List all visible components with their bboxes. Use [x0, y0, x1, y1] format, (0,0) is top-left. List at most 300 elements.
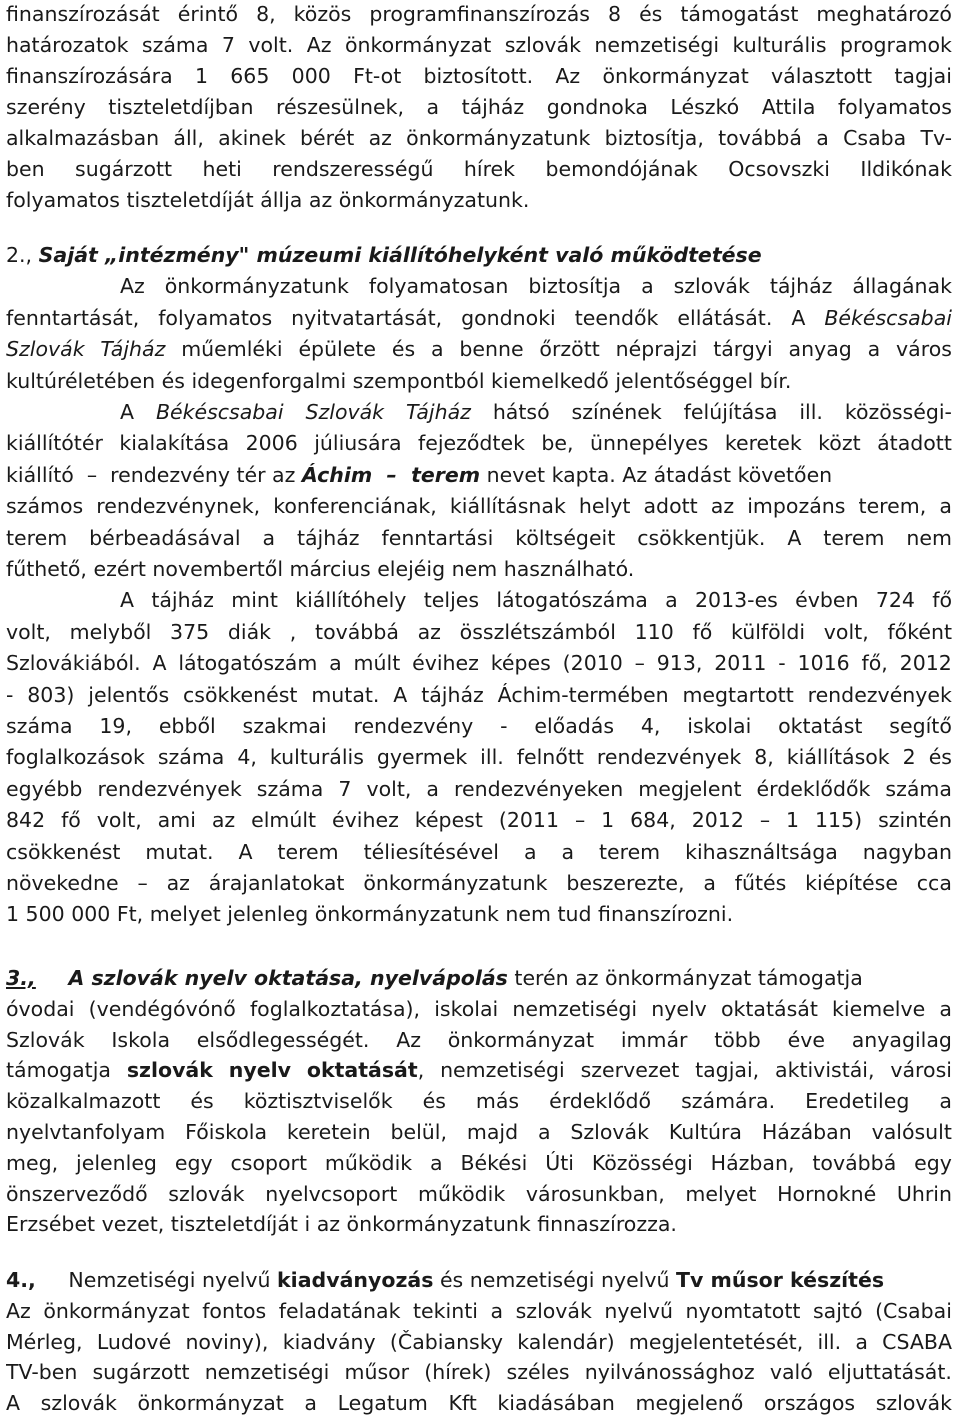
- word: előadás: [534, 714, 615, 738]
- text-run: kiállító – rendezvény tér az: [6, 462, 302, 487]
- word: szerény: [6, 95, 86, 119]
- text-run: terén az önkormányzat támogatja: [507, 966, 863, 990]
- text-line: [6, 900, 952, 928]
- word: Mérleg,: [6, 1329, 83, 1354]
- word: összlétszámból: [459, 619, 616, 644]
- word: 684,: [630, 808, 676, 833]
- word: érintő: [177, 2, 239, 26]
- word: a: [703, 871, 716, 895]
- word: keretein: [286, 1120, 371, 1144]
- word: száma: [6, 714, 73, 738]
- word: Szlovák: [570, 1120, 649, 1144]
- word: határozatok: [6, 33, 129, 57]
- word: egy: [174, 1150, 213, 1175]
- word: közös: [293, 2, 352, 26]
- text-run: 2.,: [6, 243, 39, 267]
- word: választott: [771, 64, 873, 88]
- word: képest: [414, 808, 483, 833]
- word: 375: [170, 619, 210, 644]
- word: nyelvcsoport: [265, 1181, 398, 1206]
- text-run: nevet kapta. Az átadást követően: [480, 462, 833, 487]
- word: szlovák: [504, 33, 581, 57]
- word: Ildikónak: [860, 157, 952, 181]
- word: adott: [643, 494, 698, 519]
- word: teendők: [574, 305, 659, 330]
- word: iskolai: [434, 996, 499, 1021]
- word: elmúlt: [251, 808, 317, 833]
- word: –: [759, 808, 771, 833]
- word: –: [137, 871, 148, 895]
- word: biztosított.: [423, 64, 534, 88]
- word: fenntartását,: [6, 305, 140, 330]
- word: érdeklődők: [756, 776, 871, 801]
- word: a: [430, 1150, 443, 1175]
- word: helyt: [578, 494, 631, 519]
- word: nemzetiségi: [512, 996, 638, 1021]
- word: feladatának: [278, 1298, 401, 1323]
- word: tagjai,: [695, 1058, 760, 1083]
- word: mutat.: [145, 839, 214, 864]
- word: csökkenést: [183, 682, 298, 707]
- text-line: [6, 1389, 952, 1417]
- word: (Csabai: [875, 1298, 952, 1323]
- word: múlt: [353, 651, 401, 676]
- word: továbbá: [812, 1150, 897, 1175]
- word: 2011: [714, 651, 767, 676]
- word: 110: [634, 619, 674, 644]
- text-line: [6, 586, 952, 614]
- word: Közösségi: [591, 1150, 693, 1175]
- word: szakmai: [242, 714, 327, 738]
- word: fő,: [861, 651, 888, 676]
- word: a: [523, 839, 537, 864]
- word: nagyban: [862, 839, 952, 864]
- text-run: Tv műsor készítés: [676, 1268, 885, 1292]
- word: csökkenést: [6, 839, 121, 864]
- word: való: [769, 1360, 813, 1385]
- text-line: [6, 1358, 952, 1386]
- word: továbbá: [315, 619, 399, 644]
- word: A: [120, 588, 135, 613]
- word: ünnepélyes: [590, 431, 709, 456]
- word: melyet: [685, 1181, 757, 1206]
- word: látogatószám: [178, 651, 318, 676]
- word: ebből: [158, 714, 216, 738]
- word: A: [238, 839, 253, 864]
- word: száma: [256, 776, 324, 801]
- text-line: [6, 838, 952, 866]
- word: önkormányzatunk: [363, 871, 548, 895]
- word: Tájház: [100, 337, 166, 362]
- word: Az: [120, 274, 145, 299]
- text-line: [6, 155, 952, 183]
- word: ill.: [817, 1329, 842, 1354]
- word: eljuttatását.: [827, 1360, 952, 1385]
- word: be,: [541, 431, 574, 456]
- text-line: [6, 304, 952, 332]
- text-run: A szlovák nyelv oktatása, nyelvápolás: [68, 966, 508, 990]
- word: tiszteletdíjban: [108, 95, 254, 119]
- word: rendezvények: [97, 776, 242, 801]
- text-line: [6, 398, 952, 426]
- word: tájház: [421, 682, 484, 707]
- word: kiemelve: [832, 996, 926, 1021]
- word: Házban,: [710, 1150, 795, 1175]
- word: mutat.: [311, 682, 380, 707]
- word: 4,: [237, 745, 257, 770]
- word: A: [787, 525, 802, 550]
- word: -: [6, 682, 14, 707]
- text-run: [36, 966, 69, 990]
- word: az: [166, 871, 190, 895]
- word: köztisztviselők: [243, 1089, 393, 1114]
- word: megjelent: [638, 776, 742, 801]
- word: fő: [932, 588, 952, 613]
- word: a: [426, 776, 439, 801]
- word: és: [639, 2, 663, 26]
- text-run: Nemzetiségi nyelvű: [35, 1268, 278, 1292]
- text-run: Erzsébet vezet, tiszteletdíját i az önkormányzatunk finnaszírozza.: [6, 1212, 677, 1237]
- word: 2013-es: [695, 588, 778, 613]
- word: kalendár): [517, 1329, 615, 1354]
- word: 4,: [640, 714, 661, 738]
- word: nyomtatott: [685, 1298, 801, 1323]
- text-line: [6, 743, 952, 771]
- text-line: [6, 1026, 952, 1054]
- word: aktivistái,: [775, 1058, 875, 1083]
- word: folyamatosan: [368, 274, 509, 299]
- word: Ludové: [96, 1329, 172, 1354]
- text-line: [6, 429, 952, 457]
- text-line: [6, 806, 952, 834]
- word: látogatószáma: [496, 588, 648, 613]
- word: szlovák: [875, 1391, 952, 1416]
- text-line: [6, 272, 952, 300]
- word: Eredetileg: [805, 1089, 910, 1114]
- word: Áchim-termében: [497, 682, 669, 707]
- text-line: [6, 124, 952, 152]
- text-run: 4.,: [6, 1268, 36, 1292]
- word: a: [867, 337, 881, 362]
- word: (2011: [498, 808, 560, 833]
- word: –: [574, 808, 586, 833]
- word: bemondójának: [545, 157, 698, 181]
- word: fejeződtek: [417, 431, 525, 456]
- word: önkormányzat: [43, 1298, 190, 1323]
- word: terem: [598, 839, 661, 864]
- word: (hírek): [424, 1360, 492, 1385]
- word: Lészkó: [670, 95, 740, 119]
- word: országos: [763, 1391, 856, 1416]
- word: az: [710, 494, 735, 519]
- word: A: [393, 682, 408, 707]
- word: műemléki: [181, 337, 283, 362]
- word: önkormányzat: [137, 1391, 284, 1416]
- word: 913,: [656, 651, 703, 676]
- word: nem: [906, 525, 952, 550]
- word: jelentős: [88, 682, 170, 707]
- word: -: [778, 651, 786, 676]
- text-line: [6, 1087, 952, 1115]
- word: önkormányzat: [344, 33, 492, 57]
- word: kulturális: [269, 745, 364, 770]
- word: finanszírozására: [6, 64, 173, 88]
- word: az: [368, 126, 392, 150]
- word: hírek: [463, 157, 516, 181]
- word: számos: [6, 494, 84, 519]
- word: programok: [840, 33, 952, 57]
- word: 000: [291, 64, 331, 88]
- text-line: [6, 62, 952, 90]
- word: sugárzott: [92, 1360, 190, 1385]
- word: 1: [786, 808, 800, 833]
- word: a: [665, 588, 678, 613]
- word: kiállítóhely: [295, 588, 407, 613]
- word: terem: [277, 839, 339, 864]
- word: sajtó: [812, 1298, 863, 1323]
- word: a: [939, 996, 952, 1021]
- word: önkormányzatunk: [406, 126, 591, 150]
- text-line: [6, 775, 952, 803]
- word: majd: [466, 1120, 519, 1144]
- word: 8: [608, 2, 622, 26]
- word: sugárzott: [75, 157, 173, 181]
- word: műsor: [344, 1360, 410, 1385]
- word: terem: [6, 525, 68, 550]
- text-run: 3.,: [6, 966, 36, 990]
- word: nyitvatartását,: [291, 305, 443, 330]
- word: költségeit: [515, 525, 616, 550]
- text-run: fűthető, ezért novembertől március elejéig nem használható.: [6, 557, 635, 581]
- text-line: [6, 1056, 952, 1084]
- word: –: [634, 651, 645, 676]
- word: nyelv: [228, 1058, 292, 1083]
- word: 115): [815, 808, 863, 833]
- text-line: [6, 712, 952, 740]
- word: szintén: [878, 808, 952, 833]
- word: növekedne: [6, 871, 119, 895]
- word: elsődlegességét.: [196, 1027, 370, 1052]
- word: -: [500, 714, 508, 738]
- word: önkormányzat: [602, 64, 749, 88]
- word: Hornokné: [777, 1181, 877, 1206]
- word: Békési: [460, 1150, 528, 1175]
- word: oktatást: [778, 714, 863, 738]
- word: az: [211, 808, 236, 833]
- word: benne: [459, 337, 524, 362]
- word: városunkban,: [525, 1181, 665, 1206]
- word: tájház: [461, 95, 525, 119]
- word: teljes: [423, 588, 480, 613]
- word: és: [422, 1089, 446, 1114]
- word: 2006: [245, 431, 298, 456]
- word: nyilvánossághoz: [584, 1360, 755, 1385]
- word: rendezvénynek,: [96, 494, 261, 519]
- word: épülete: [298, 337, 377, 362]
- word: rendszerességű: [272, 157, 434, 181]
- word: Csaba: [843, 126, 907, 150]
- text-line: [6, 1210, 952, 1238]
- word: Békéscsabai: [155, 400, 284, 424]
- word: szervezet: [580, 1058, 680, 1083]
- text-line: [6, 241, 952, 269]
- text-line: [6, 869, 952, 897]
- word: biztosítja,: [604, 126, 704, 150]
- word: a: [304, 1391, 317, 1416]
- word: Főiskola: [185, 1120, 268, 1144]
- word: tekinti: [413, 1298, 478, 1323]
- word: megjelenő: [635, 1391, 744, 1416]
- word: részesülnek,: [275, 95, 404, 119]
- word: kiadvány: [282, 1329, 376, 1354]
- word: cca: [916, 871, 952, 895]
- word: a: [490, 1298, 504, 1323]
- word: Iskola: [111, 1027, 171, 1052]
- word: A: [152, 651, 167, 676]
- word: alkalmazásban: [6, 126, 160, 150]
- word: CSABA: [882, 1329, 952, 1354]
- word: 1016: [797, 651, 850, 676]
- word: ,: [289, 619, 297, 644]
- word: 724: [875, 588, 915, 613]
- word: Az: [6, 1298, 31, 1323]
- word: szlovák: [40, 1391, 117, 1416]
- word: nemzetiségi: [594, 33, 720, 57]
- word: téliesítésével: [363, 839, 499, 864]
- text-line: [6, 186, 952, 214]
- word: szlovák: [168, 1181, 245, 1206]
- word: működik: [324, 1150, 413, 1175]
- word: valósult: [871, 1120, 952, 1144]
- word: tájház: [296, 525, 360, 550]
- text-run: Áchim – terem: [301, 462, 481, 487]
- word: tájház: [769, 274, 833, 299]
- word: Kft: [448, 1391, 477, 1416]
- word: Szlovák: [6, 1027, 85, 1052]
- word: kiállítások: [786, 745, 890, 770]
- word: immár: [620, 1027, 688, 1052]
- word: a: [939, 1089, 952, 1114]
- word: ami: [157, 808, 196, 833]
- word: kiállításnak: [449, 494, 566, 519]
- word: nemzetiségi: [440, 1058, 565, 1083]
- word: Szlovák: [6, 337, 85, 362]
- text-run: kultúréletében és idegenforgalmi szempontból kiemelkedő jelentőséggel bír.: [6, 368, 792, 393]
- word: 8,: [256, 2, 276, 26]
- word: gyermek: [376, 745, 468, 770]
- word: belül,: [390, 1120, 447, 1144]
- word: fontos: [202, 1298, 267, 1323]
- word: tájház: [151, 588, 214, 613]
- word: áll,: [173, 126, 204, 150]
- word: jelenleg: [76, 1150, 157, 1175]
- word: száma: [885, 776, 952, 801]
- word: Attila: [761, 95, 816, 119]
- word: továbbá: [718, 126, 802, 150]
- word: 665: [230, 64, 270, 88]
- word: felújítása: [683, 400, 778, 424]
- word: évben: [795, 588, 859, 613]
- text-line: [6, 995, 952, 1023]
- word: anyagilag: [851, 1027, 952, 1052]
- word: Békéscsabai: [824, 305, 952, 330]
- text-line: [6, 524, 952, 552]
- word: impozáns: [747, 494, 846, 519]
- word: Úti: [545, 1150, 574, 1175]
- text-line: [6, 649, 952, 677]
- word: egyébb: [6, 776, 83, 801]
- word: a: [262, 525, 276, 550]
- word: gondnoka: [546, 95, 648, 119]
- word: oktatását: [720, 996, 818, 1021]
- word: fenntartási: [381, 525, 494, 550]
- word: volt.: [248, 33, 294, 57]
- word: oktatását,: [306, 1058, 425, 1083]
- word: 2012: [691, 808, 744, 833]
- text-line: [6, 367, 952, 395]
- word: működik: [417, 1181, 506, 1206]
- word: a: [855, 1329, 868, 1354]
- word: ellátását.: [677, 305, 773, 330]
- text-line: [6, 0, 952, 28]
- text-line: [6, 335, 952, 363]
- word: felnőtt: [516, 745, 584, 770]
- word: heti: [202, 157, 242, 181]
- text-line: [6, 681, 952, 709]
- word: terem,: [858, 494, 927, 519]
- word: város: [896, 337, 952, 362]
- word: ben: [6, 157, 45, 181]
- word: Tv-: [920, 126, 952, 150]
- word: Az: [306, 33, 332, 57]
- word: kiépítése: [805, 871, 898, 895]
- word: bérét: [300, 126, 355, 150]
- word: megjelentetését,: [628, 1329, 804, 1354]
- word: Legatum: [337, 1391, 428, 1416]
- text-line: [6, 1149, 952, 1177]
- word: színének: [571, 400, 662, 424]
- word: állagának: [852, 274, 952, 299]
- word: városi: [890, 1058, 952, 1083]
- word: diák: [227, 619, 272, 644]
- word: a: [537, 1120, 551, 1144]
- word: önkormányzat: [447, 1027, 595, 1052]
- word: meghatározó: [816, 2, 952, 26]
- word: évihez: [332, 808, 399, 833]
- text-line: [6, 31, 952, 59]
- word: főként: [887, 619, 952, 644]
- word: szlovák: [673, 274, 750, 299]
- word: az: [417, 619, 441, 644]
- word: biztosítja: [528, 274, 622, 299]
- word: terem: [823, 525, 885, 550]
- word: kihasználtsága: [685, 839, 838, 864]
- word: nyelvű: [604, 1298, 673, 1323]
- word: néprajzi: [615, 337, 698, 362]
- word: 1: [601, 808, 615, 833]
- word: átadott: [877, 431, 952, 456]
- word: folyamatos: [837, 95, 952, 119]
- word: keretek: [724, 431, 802, 456]
- word: melyből: [69, 619, 152, 644]
- word: nemzetiségi: [204, 1360, 330, 1385]
- word: programfinanszírozás: [369, 2, 590, 26]
- word: rendezvény: [353, 714, 474, 738]
- word: közt: [818, 431, 861, 456]
- word: finanszírozását: [6, 2, 160, 26]
- word: meg,: [6, 1150, 59, 1175]
- text-line: [6, 461, 952, 489]
